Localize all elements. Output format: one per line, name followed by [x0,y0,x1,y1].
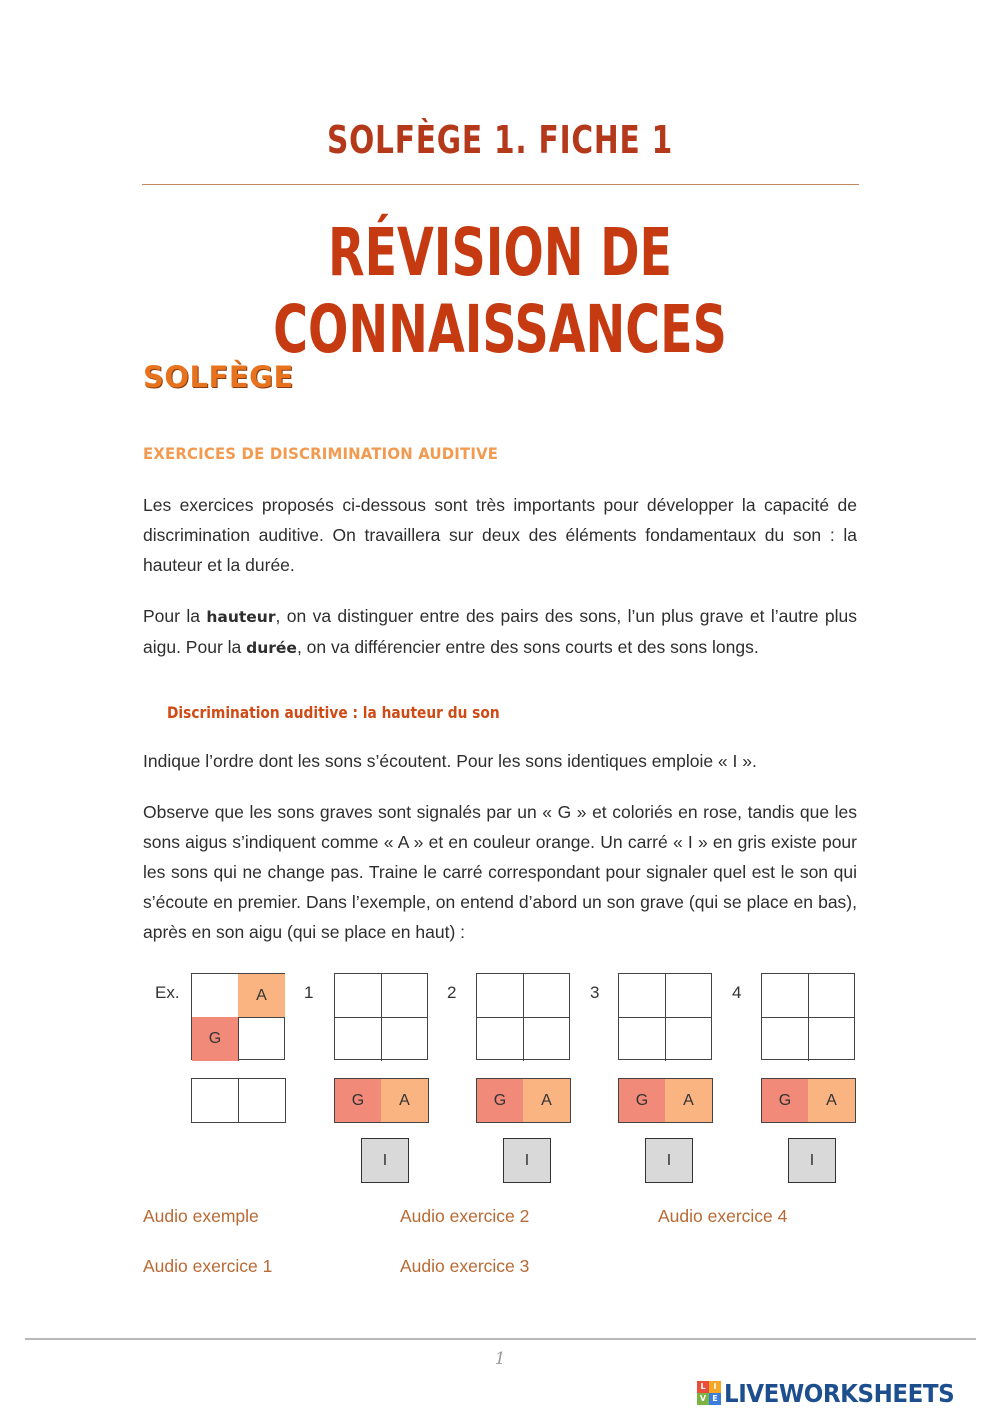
keyword-hauteur: hauteur [206,608,276,626]
fiche-title: SOLFÈGE 1. FICHE 1 [326,118,674,162]
tile-aigu[interactable]: A [381,1079,428,1122]
drop-grid-4 [761,973,855,1060]
liveworksheets-icon: L I V E [697,1381,721,1405]
audio-link-exemple[interactable]: Audio exemple [143,1206,259,1226]
drop-slot-bottom-right[interactable] [808,1017,855,1061]
example-grid [191,973,285,1060]
title-divider [142,184,859,185]
exercise-number-4: 4 [732,983,742,1002]
drop-slot-bottom-left[interactable] [619,1017,666,1061]
drop-slot-bottom-left[interactable] [762,1017,809,1061]
drop-slot-top-right[interactable] [523,974,570,1018]
drop-slot-top-left[interactable] [477,974,524,1018]
tile-grave[interactable]: G [477,1079,524,1122]
tile-pair-2 [476,1078,571,1123]
tile-pair-1 [334,1078,429,1123]
main-title: RÉVISION DE CONNAISSANCES [273,214,727,368]
audio-link-exercice-2[interactable]: Audio exercice 2 [400,1206,530,1226]
drop-slot-bottom-right[interactable] [523,1017,570,1061]
example-pair-slot [192,1079,239,1122]
example-cell-top-left [192,974,239,1018]
intro-paragraph-1: Les exercices proposés ci-dessous sont très importants pour développer la capacité de discrimination auditive. On travaillera sur deux des éléments fondamentaux du son : la hauteur et la durée. [143,495,857,575]
footer-divider [25,1338,976,1340]
drop-slot-top-right[interactable] [381,974,428,1018]
drop-slot-bottom-left[interactable] [477,1017,524,1061]
tile-aigu[interactable]: A [665,1079,712,1122]
tile-aigu[interactable]: A [808,1079,855,1122]
tile-identique[interactable]: I [645,1138,693,1183]
example-cell-grave: G [192,1017,239,1061]
tile-grave[interactable]: G [619,1079,666,1122]
liveworksheets-wordmark: LIVEWORKSHEETS [724,1378,955,1408]
drop-grid-1 [334,973,428,1060]
example-cell-bottom-right [238,1017,285,1061]
drop-grid-3 [618,973,712,1060]
exercise-instruction: Indique l’ordre dont les sons s’écoutent. Pour les sons identiques emploie « I ». [143,751,757,771]
drop-slot-top-right[interactable] [665,974,712,1018]
subsection-title: EXERCICES DE DISCRIMINATION AUDITIVE [143,444,499,463]
drop-slot-top-right[interactable] [808,974,855,1018]
tile-identique[interactable]: I [788,1138,836,1183]
audio-link-exercice-4[interactable]: Audio exercice 4 [658,1206,788,1226]
example-pair-empty [191,1078,286,1123]
tile-identique[interactable]: I [361,1138,409,1183]
drop-slot-bottom-left[interactable] [335,1017,382,1061]
page-number: 1 [494,1349,506,1369]
audio-link-exercice-3[interactable]: Audio exercice 3 [400,1256,530,1276]
audio-link-exercice-1[interactable]: Audio exercice 1 [143,1256,273,1276]
exercise-number-3: 3 [590,983,600,1002]
drop-slot-bottom-right[interactable] [665,1017,712,1061]
keyword-duree: durée [246,639,297,657]
drop-grid-2 [476,973,570,1060]
tile-grave[interactable]: G [762,1079,809,1122]
tile-identique[interactable]: I [503,1138,551,1183]
p2-text-b: , on va distinguer entre des pairs des sons, l’un plus grave et l’autre plus aigu. Pour la [143,606,857,657]
example-pair-slot [238,1079,285,1122]
drop-slot-top-left[interactable] [335,974,382,1018]
drop-slot-bottom-right[interactable] [381,1017,428,1061]
example-label: Ex. [155,983,180,1002]
tile-aigu[interactable]: A [523,1079,570,1122]
exercise-number-1: 1 [304,983,314,1002]
drop-slot-top-left[interactable] [762,974,809,1018]
exercise-number-2: 2 [447,983,457,1002]
p2-text-c: , on va différencier entre des sons courts et des sons longs. [296,637,759,657]
exercise-explanation: Observe que les sons graves sont signalés par un « G » et coloriés en rose, tandis que les sons aigus s’indiquent comme « A » et en couleur orange. Un carré « I » en gris existe pour les sons qui ne change pas. Traine le carré correspondant pour signaler quel est le son qui s’écoute en premier. Dans l’exemple, on entend d’abord un son grave (qui se place en bas), après en son aigu (qui se place en haut) : [143,802,857,942]
example-cell-aigu: A [238,974,285,1018]
tile-pair-3 [618,1078,713,1123]
intro-paragraph-2 [143,601,857,663]
tile-pair-4 [761,1078,856,1123]
p2-text-a: Pour la [143,606,207,626]
section-title: SOLFÈGE [143,360,294,394]
exercise-heading: Discrimination auditive : la hauteur du son [167,703,500,722]
tile-grave[interactable]: G [335,1079,382,1122]
drop-slot-top-left[interactable] [619,974,666,1018]
liveworksheets-logo[interactable] [697,1376,974,1410]
